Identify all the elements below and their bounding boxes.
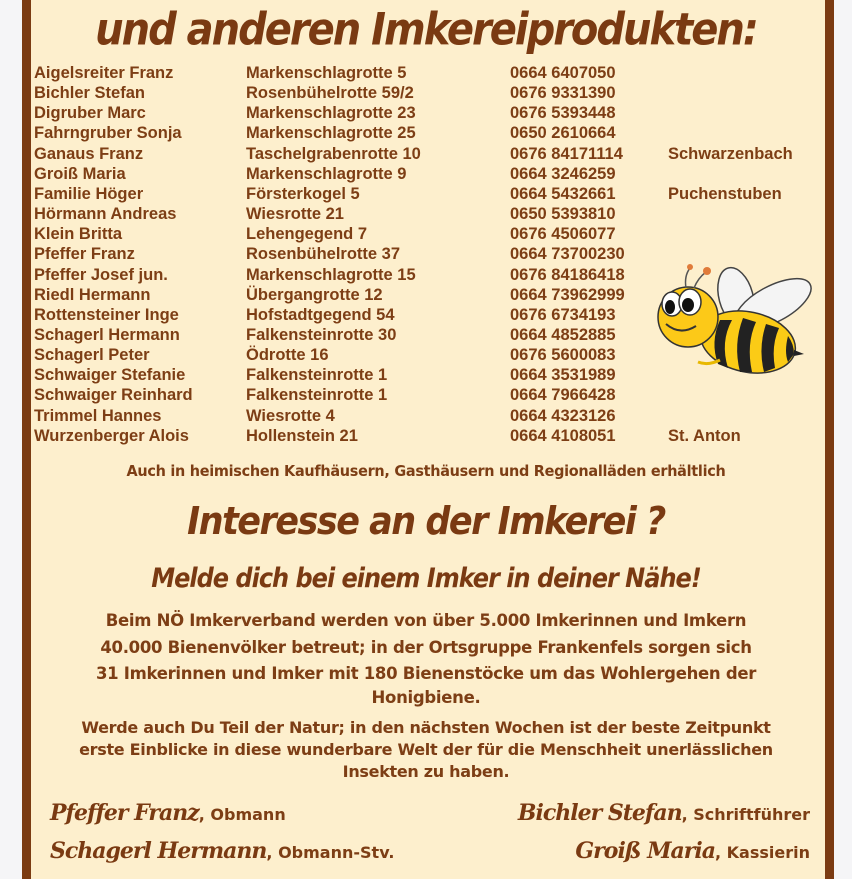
beekeeper-name: Fahrngruber Sonja <box>34 124 182 143</box>
beekeeper-name: Groiß Maria <box>34 164 126 183</box>
association-info-paragraph <box>30 608 822 708</box>
beekeeper-address: Übergangrotte 12 <box>246 285 383 304</box>
bee-icon <box>648 262 818 387</box>
beekeeper-row <box>0 224 852 244</box>
beekeeper-address: Markenschlagrotte 9 <box>246 164 407 183</box>
beekeeper-place: Puchenstuben <box>668 184 782 203</box>
signature-role: , Obmann-Stv. <box>266 843 395 862</box>
beekeeper-address: Markenschlagrotte 25 <box>246 124 416 143</box>
beekeeper-name: Hörmann Andreas <box>34 205 177 224</box>
beekeeper-address: Ödrotte 16 <box>246 346 329 365</box>
beekeeper-row <box>0 144 852 164</box>
beekeeper-name: Schagerl Peter <box>34 346 150 365</box>
beekeeper-phone: 0664 7966428 <box>510 386 616 405</box>
beekeeper-name: Bichler Stefan <box>34 84 145 103</box>
beekeeper-address: Hollenstein 21 <box>246 426 358 445</box>
beekeeper-address: Markenschlagrotte 5 <box>246 64 407 82</box>
beekeeper-row <box>0 123 852 143</box>
beekeeper-phone: 0676 5393448 <box>510 104 616 123</box>
beekeeper-address: Falkensteinrotte 30 <box>246 325 397 344</box>
beekeeper-phone: 0650 5393810 <box>510 205 616 224</box>
beekeeper-name: Trimmel Hannes <box>34 406 162 425</box>
beekeeper-phone: 0676 84186418 <box>510 265 625 284</box>
signature-name: Groiß Maria <box>575 838 715 864</box>
signature-name: Pfeffer Franz <box>50 800 199 826</box>
beekeeper-name: Digruber Marc <box>34 104 146 123</box>
beekeeper-name: Pfeffer Franz <box>34 245 135 264</box>
beekeeper-name: Klein Britta <box>34 225 123 244</box>
beekeeper-row <box>0 426 852 446</box>
beekeeper-phone: 0676 4506077 <box>510 225 616 244</box>
beekeeper-address: Rosenbühelrotte 37 <box>246 245 401 264</box>
beekeeper-address: Markenschlagrotte 23 <box>246 104 416 123</box>
signature-name: Bichler Stefan <box>517 800 682 826</box>
paragraph-line: Insekten zu haben. <box>342 762 510 781</box>
beekeeper-phone: 0664 3531989 <box>510 366 616 385</box>
beekeeper-row <box>0 406 852 426</box>
beekeeper-row <box>0 184 852 204</box>
beekeeper-address: Falkensteinrotte 1 <box>246 366 388 385</box>
beekeeper-phone: 0664 6407050 <box>510 64 616 82</box>
beekeeper-address: Wiesrotte 4 <box>246 406 335 425</box>
beekeeper-address: Taschelgrabenrotte 10 <box>246 144 421 163</box>
beekeeper-address: Försterkogel 5 <box>246 184 360 203</box>
interest-heading: Interesse an der Imkerei ? <box>187 500 665 544</box>
beekeeper-name: Schwaiger Reinhard <box>34 386 193 405</box>
beekeeper-phone: 0664 4108051 <box>510 426 616 445</box>
beekeeper-phone: 0676 84171114 <box>510 144 623 163</box>
beekeeper-name: Familie Höger <box>34 184 144 203</box>
beekeeper-phone: 0664 73962999 <box>510 285 625 304</box>
beekeeper-name: Rottensteiner Inge <box>34 305 179 324</box>
beekeeper-name: Aigelsreiter Franz <box>34 64 174 82</box>
beekeeper-phone: 0676 9331390 <box>510 84 616 103</box>
beekeeper-phone: 0664 73700230 <box>510 245 625 264</box>
paragraph-line: erste Einblicke in diese wunderbare Welt der für die Menschheit unerlässlichen <box>79 740 773 759</box>
beekeeper-phone: 0650 2610664 <box>510 124 616 143</box>
poster-headline: und anderen Imkereiprodukten: <box>95 4 757 56</box>
beekeeper-row <box>0 385 852 405</box>
beekeeper-phone: 0664 5432661 <box>510 184 616 203</box>
beekeeper-phone: 0664 4323126 <box>510 406 616 425</box>
signature-role: , Kassierin <box>715 843 810 862</box>
signature-chairman <box>50 800 286 826</box>
beekeeper-name: Ganaus Franz <box>34 144 144 163</box>
beekeeper-address: Markenschlagrotte 15 <box>246 265 416 284</box>
beekeeper-address: Falkensteinrotte 1 <box>246 386 388 405</box>
beekeeper-address: Rosenbühelrotte 59/2 <box>246 84 414 103</box>
beekeeper-place: Schwarzenbach <box>668 144 793 163</box>
availability-note: Auch in heimischen Kaufhäusern, Gasthäusern und Regionalläden erhältlich <box>126 462 726 480</box>
beekeeper-row <box>0 63 852 83</box>
beekeeper-phone: 0664 3246259 <box>510 164 616 183</box>
contact-subheading: Melde dich bei einem Imker in deiner Nähe! <box>151 563 701 594</box>
paragraph-line: 31 Imkerinnen und Imker mit 180 Bienenstöcke um das Wohlergehen der <box>95 664 757 683</box>
beekeeper-name: Pfeffer Josef jun. <box>34 265 168 284</box>
beekeeper-name: Wurzenberger Alois <box>34 426 189 445</box>
invitation-paragraph <box>30 717 822 783</box>
paragraph-line: Werde auch Du Teil der Natur; in den nächsten Wochen ist der beste Zeitpunkt <box>81 718 771 737</box>
signature-role: , Schriftführer <box>681 805 810 824</box>
beekeeper-place: St. Anton <box>668 426 741 445</box>
beekeeper-name: Schwaiger Stefanie <box>34 366 186 385</box>
signature-secretary <box>518 800 810 826</box>
signature-role: , Obmann <box>198 805 286 824</box>
beekeeper-row <box>0 164 852 184</box>
beekeeper-row <box>0 204 852 224</box>
beekeeper-phone: 0676 6734193 <box>510 305 616 324</box>
beekeeper-name: Schagerl Hermann <box>34 325 180 344</box>
paragraph-line: Honigbiene. <box>371 687 481 707</box>
paragraph-line: 40.000 Bienenvölker betreut; in der Ortsgruppe Frankenfels sorgen sich <box>100 637 752 657</box>
beekeeper-phone: 0676 5600083 <box>510 346 616 365</box>
paragraph-line: Beim NÖ Imkerverband werden von über 5.000 Imkerinnen und Imkern <box>105 611 747 630</box>
beekeeper-address: Hofstadtgegend 54 <box>246 305 395 324</box>
beekeeper-row <box>0 83 852 103</box>
signature-name: Schagerl Hermann <box>50 838 267 864</box>
beekeeper-address: Lehengegend 7 <box>246 225 368 244</box>
signature-deputy-chairman <box>50 838 394 864</box>
beekeeper-row <box>0 103 852 123</box>
signature-treasurer <box>575 838 810 864</box>
beekeeper-name: Riedl Hermann <box>34 285 151 304</box>
beekeeper-phone: 0664 4852885 <box>510 325 616 344</box>
beekeeper-address: Wiesrotte 21 <box>246 205 344 224</box>
